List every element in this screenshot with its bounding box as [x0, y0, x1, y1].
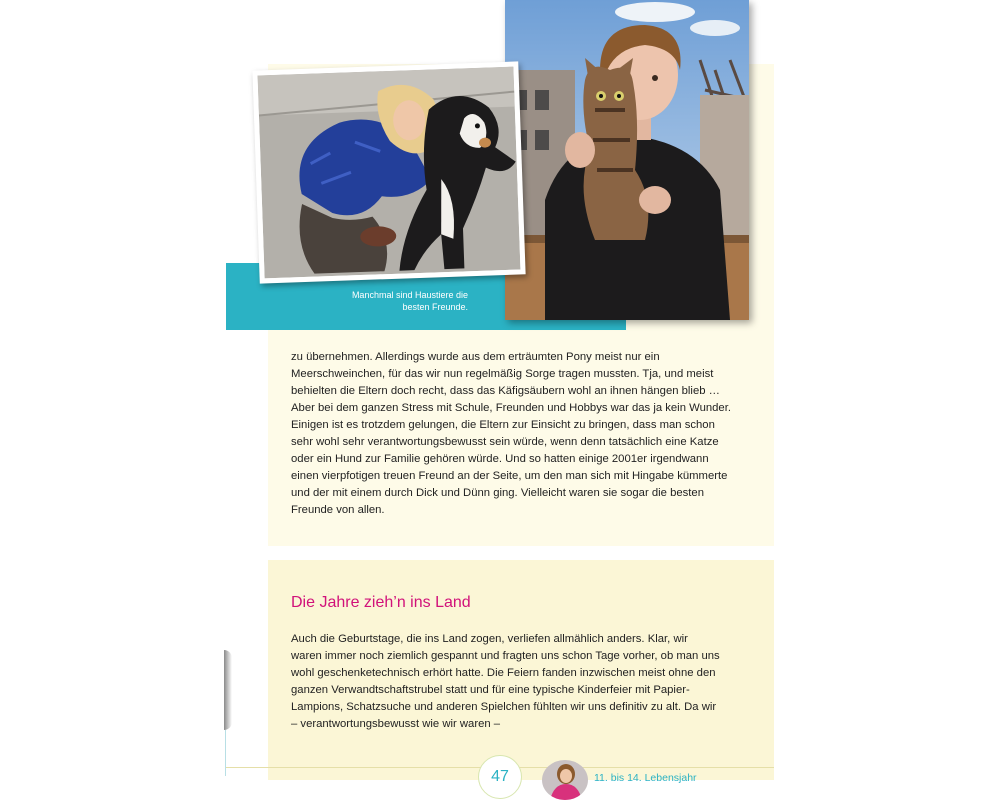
body-text-lower: [291, 631, 721, 733]
boy-with-cat-photo: [505, 0, 749, 320]
section-heading: Die Jahre zieh’n ins Land: [291, 594, 471, 611]
paragraph: zu übernehmen. Allerdings wurde aus dem erträumten Pony meist nur ein Meerschweinchen, für das wir nun regelmäßig Sorge tragen mussten. Tja, und meist behielten die Eltern doch recht, dass das Käfigsäubern wohl an ihnen hängen blieb … Aber bei dem ganzen Stress mit Schule, Freunden und Hobbys war das ja kein Wunder. Einigen ist es trotzdem gelungen, die Eltern zur Einsicht zu bringen, dass man schon sehr wohl sehr verantwortungsbewusst sein würde, wenn denn tatsächlich eine Katze oder ein Hund zur Familie gehören würde. Und so hatten einige 2001er irgendwann einen vierpfotigen treuen Freund an der Seite, um den man sich mit Hingabe kümmerte und der mit einem durch Dick und Dünn ging. Vielleicht waren sie sogar die besten Freunde von allen.: [291, 351, 731, 516]
page-edge-shadow: [224, 650, 232, 730]
footer-thumbnail: [542, 760, 588, 800]
page-number: 47: [478, 755, 522, 799]
girl-with-dog-photo: [252, 61, 525, 283]
paragraph: Auch die Geburtstage, die ins Land zogen, verliefen allmählich anders. Klar, wir waren immer noch ziemlich gespannt und fragten uns schon Tage vorher, ob man uns wohl geschenketechnisch erhört hatte. Die Feiern fanden inzwischen meist ohne den ganzen Verwandtschaftstrubel statt und für eine typische Kinderfeier mit Papier-Lampions, Schatzsuche und anderen Spielchen fühlten wir uns definitiv zu alt. Da wir – verantwortungsbewusst wie wir waren –: [291, 633, 720, 730]
body-text-upper: [291, 349, 731, 519]
page-edge-rule: [225, 730, 226, 776]
chapter-label: 11. bis 14. Lebensjahr: [594, 772, 697, 784]
photo-caption: Manchmal sind Haustiere die besten Freunde.: [351, 290, 468, 312]
